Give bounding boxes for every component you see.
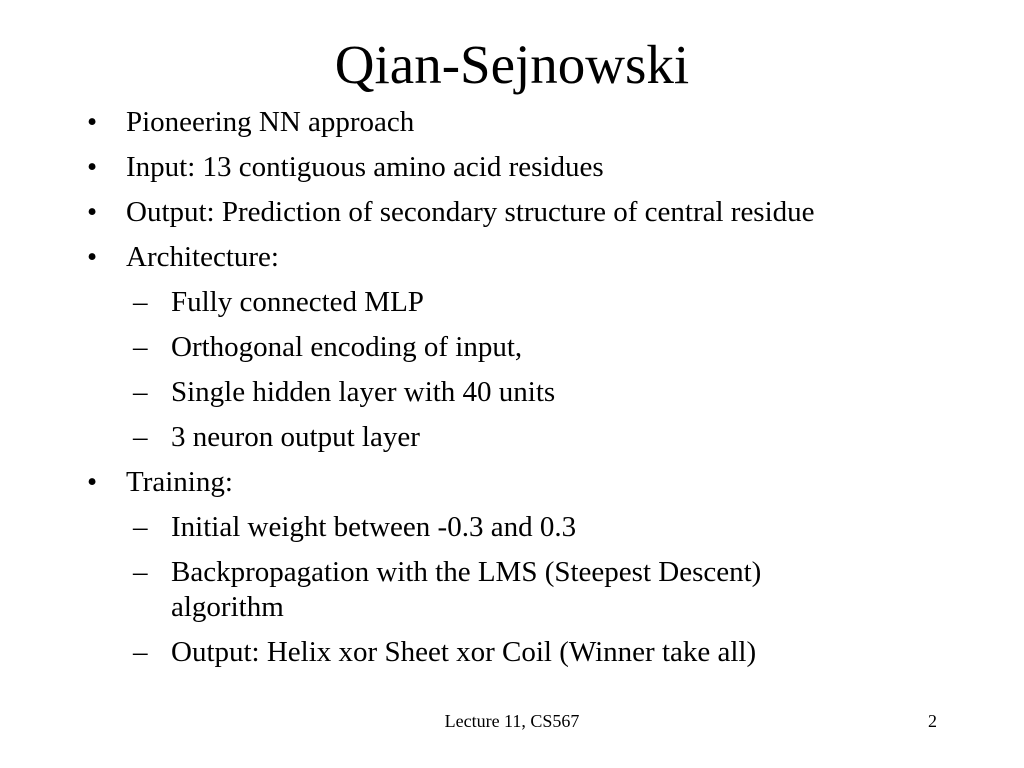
dash-marker: –	[133, 331, 148, 363]
dash-marker: –	[133, 376, 148, 408]
bullet-marker: •	[87, 466, 98, 498]
bullet-marker: •	[87, 196, 98, 228]
bullet-marker: •	[87, 151, 98, 183]
sub-bullet-text: Backpropagation with the LMS (Steepest Descent) algorithm	[171, 556, 762, 623]
sub-bullet-text: 3 neuron output layer	[171, 421, 420, 453]
bullet-marker: •	[87, 106, 98, 138]
dash-marker: –	[133, 636, 148, 668]
bullet-text: Architecture:	[126, 241, 279, 273]
bullet-item	[0, 105, 1024, 140]
bullet-list	[0, 105, 1024, 680]
bullet-text: Training:	[126, 466, 233, 498]
sub-bullet-item	[0, 375, 1024, 410]
sub-bullet-text: Single hidden layer with 40 units	[171, 376, 556, 408]
sub-bullet-item	[0, 555, 1024, 625]
bullet-text: Pioneering NN approach	[126, 106, 415, 138]
dash-marker: –	[133, 286, 148, 318]
sub-bullet-text: Initial weight between -0.3 and 0.3	[171, 511, 577, 543]
sub-bullet-text: Fully connected MLP	[171, 286, 424, 318]
dash-marker: –	[133, 421, 148, 453]
dash-marker: –	[133, 556, 148, 588]
bullet-item	[0, 465, 1024, 500]
sub-bullet-text: Output: Helix xor Sheet xor Coil (Winner take all)	[171, 636, 757, 668]
bullet-item	[0, 195, 1024, 230]
bullet-item	[0, 240, 1024, 275]
bullet-marker: •	[87, 241, 98, 273]
sub-bullet-item	[0, 420, 1024, 455]
bullet-text: Output: Prediction of secondary structure of central residue	[126, 196, 815, 228]
sub-bullet-text: Orthogonal encoding of input,	[171, 331, 523, 363]
footer-lecture-label: Lecture 11, CS567	[444, 711, 580, 731]
sub-bullet-item	[0, 330, 1024, 365]
bullet-text: Input: 13 contiguous amino acid residues	[126, 151, 604, 183]
dash-marker: –	[133, 511, 148, 543]
slide-title: Qian-Sejnowski	[334, 34, 690, 95]
sub-bullet-item	[0, 635, 1024, 670]
bullet-item	[0, 150, 1024, 185]
sub-bullet-item	[0, 510, 1024, 545]
sub-bullet-item	[0, 285, 1024, 320]
page-number: 2	[928, 711, 937, 731]
